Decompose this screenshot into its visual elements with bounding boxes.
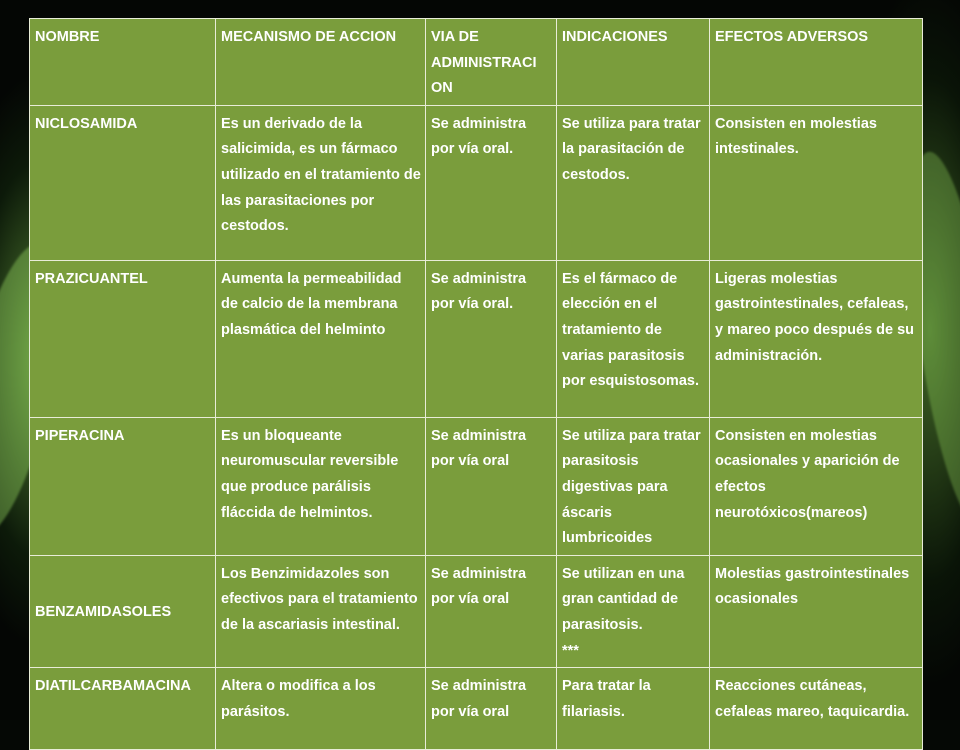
header-indicaciones: INDICACIONES xyxy=(557,19,710,106)
cell-indicaciones: Se utiliza para tratar la parasitación de cestodos. xyxy=(557,105,710,260)
cell-mecanismo: Los Benzimidazoles son efectivos para el tratamiento de la ascariasis intestinal. xyxy=(216,555,426,667)
cell-nombre: DIATILCARBAMACINA xyxy=(30,668,216,750)
cell-via: Se administra por vía oral xyxy=(426,555,557,667)
cell-nombre: PRAZICUANTEL xyxy=(30,260,216,417)
cell-indicaciones: Es el fármaco de elección en el tratamiento de varias parasitosis por esquistosomas. xyxy=(557,260,710,417)
cell-indicaciones: Se utiliza para tratar parasitosis digestivas para áscaris lumbricoides xyxy=(557,417,710,555)
cell-via: Se administra por vía oral. xyxy=(426,260,557,417)
table-row xyxy=(30,105,923,260)
table-row xyxy=(30,668,923,750)
drug-table xyxy=(29,18,923,750)
header-via: VIA DE ADMINISTRACI ON xyxy=(426,19,557,106)
cell-via: Se administra por vía oral xyxy=(426,668,557,750)
cell-mecanismo: Altera o modifica a los parásitos. xyxy=(216,668,426,750)
cell-via: Se administra por vía oral. xyxy=(426,105,557,260)
asterisk-note: *** xyxy=(562,642,579,659)
cell-nombre: BENZAMIDASOLES xyxy=(30,555,216,667)
cell-efectos: Consisten en molestias intestinales. xyxy=(710,105,923,260)
cell-efectos: Reacciones cutáneas, cefaleas mareo, taquicardia. xyxy=(710,668,923,750)
table-row xyxy=(30,417,923,555)
table-row xyxy=(30,555,923,667)
cell-via: Se administra por vía oral xyxy=(426,417,557,555)
cell-mecanismo: Es un derivado de la salicimida, es un fármaco utilizado en el tratamiento de las parasitaciones por cestodos. xyxy=(216,105,426,260)
indicaciones-text: Se utilizan en una gran cantidad de parasitosis. xyxy=(562,565,685,633)
cell-indicaciones xyxy=(557,555,710,667)
cell-nombre: NICLOSAMIDA xyxy=(30,105,216,260)
cell-efectos: Ligeras molestias gastrointestinales, cefaleas, y mareo poco después de su administración. xyxy=(710,260,923,417)
cell-nombre: PIPERACINA xyxy=(30,417,216,555)
header-nombre: NOMBRE xyxy=(30,19,216,106)
header-efectos: EFECTOS ADVERSOS xyxy=(710,19,923,106)
cell-efectos: Consisten en molestias ocasionales y aparición de efectos neurotóxicos(mareos) xyxy=(710,417,923,555)
table-row xyxy=(30,260,923,417)
cell-mecanismo: Aumenta la permeabilidad de calcio de la membrana plasmática del helminto xyxy=(216,260,426,417)
header-row xyxy=(30,19,923,106)
header-mecanismo: MECANISMO DE ACCION xyxy=(216,19,426,106)
cell-efectos: Molestias gastrointestinales ocasionales xyxy=(710,555,923,667)
cell-indicaciones: Para tratar la filariasis. xyxy=(557,668,710,750)
cell-mecanismo: Es un bloqueante neuromuscular reversible que produce parálisis fláccida de helmintos. xyxy=(216,417,426,555)
